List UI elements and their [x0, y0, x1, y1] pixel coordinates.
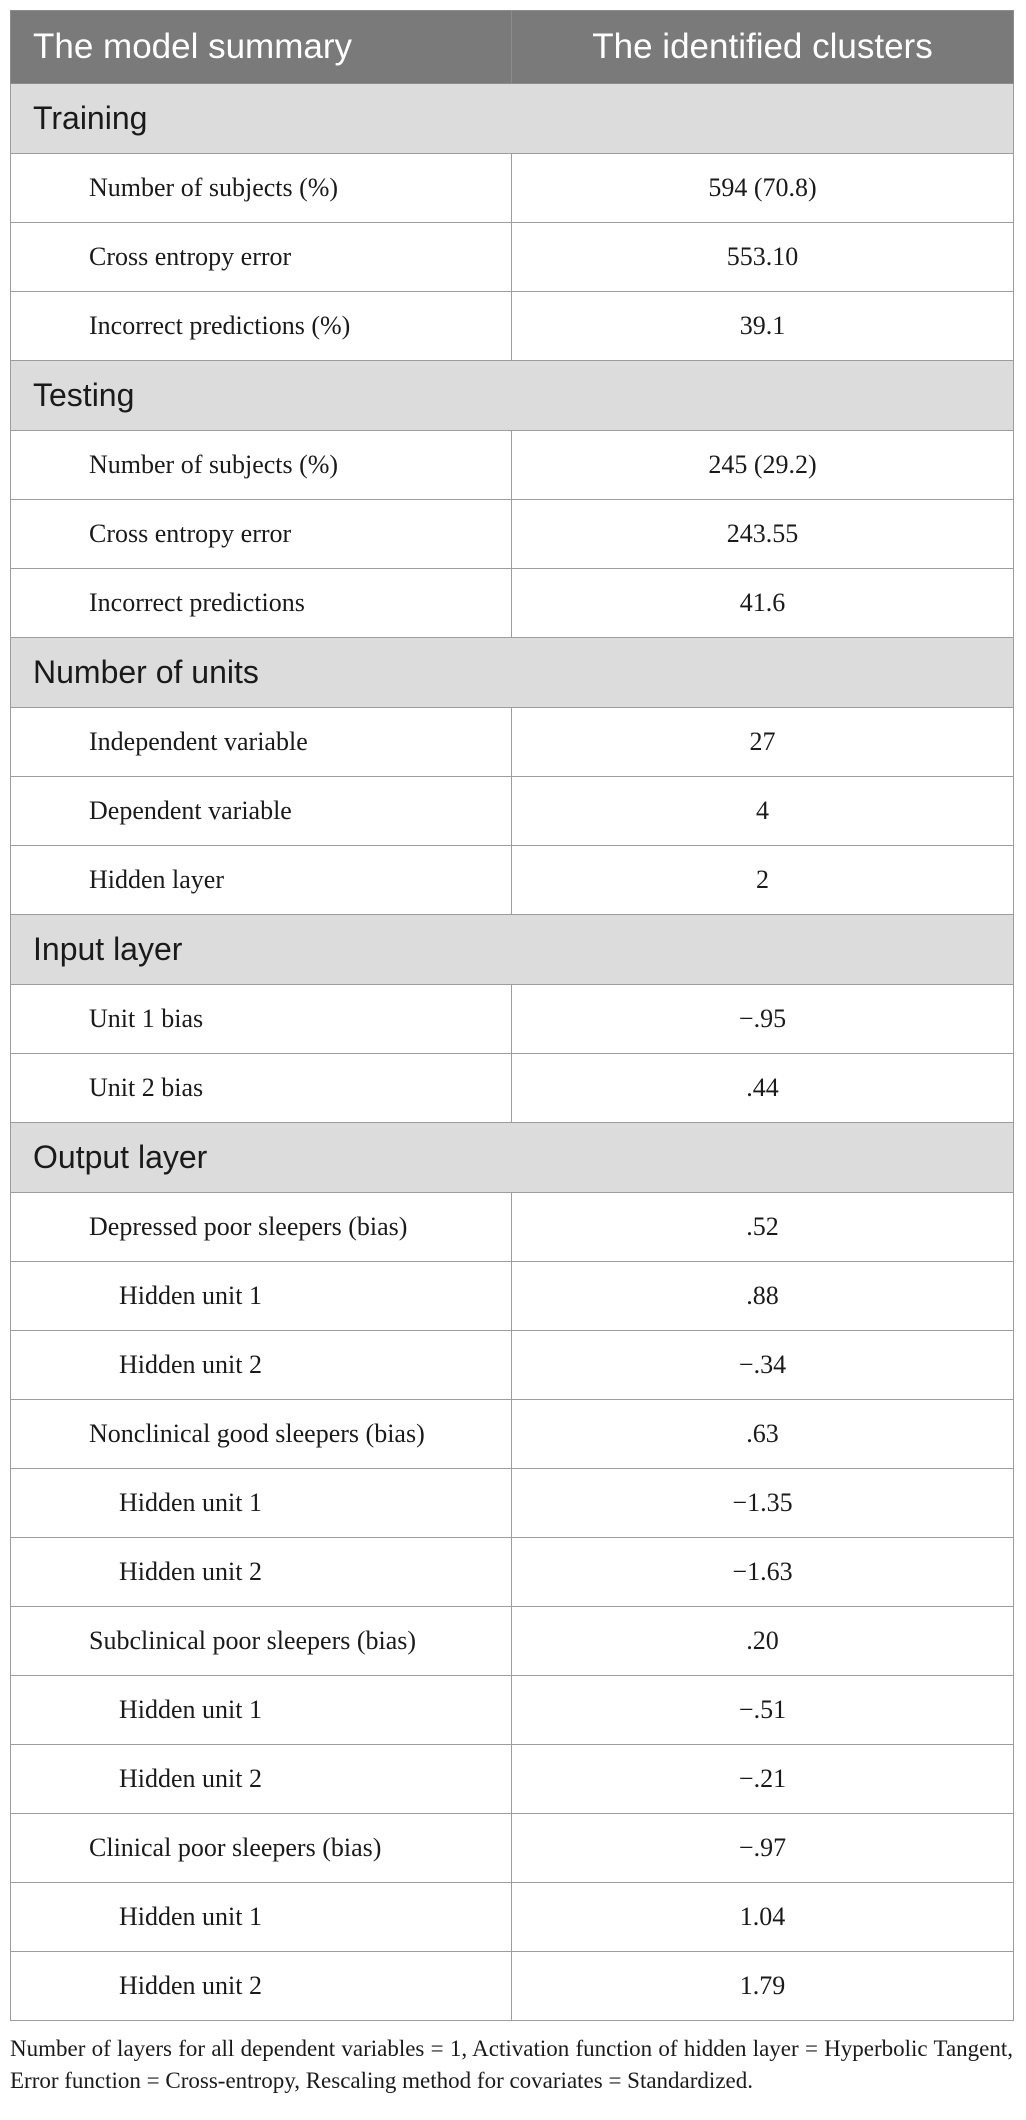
- row-label: Cross entropy error: [11, 500, 512, 569]
- section-row: [11, 638, 1014, 708]
- section-title: Output layer: [11, 1123, 1014, 1193]
- table-row: [11, 777, 1014, 846]
- table-row: [11, 1814, 1014, 1883]
- table-row: [11, 1193, 1014, 1262]
- row-label: Unit 1 bias: [11, 985, 512, 1054]
- table-row: [11, 985, 1014, 1054]
- header-model-summary: The model summary: [11, 11, 512, 84]
- row-label: Number of subjects (%): [11, 431, 512, 500]
- row-value: 1.79: [512, 1952, 1014, 2021]
- table-row: [11, 1400, 1014, 1469]
- section-row: [11, 1123, 1014, 1193]
- row-value: −.95: [512, 985, 1014, 1054]
- row-value: 1.04: [512, 1883, 1014, 1952]
- row-label: Incorrect predictions (%): [11, 292, 512, 361]
- row-label: Depressed poor sleepers (bias): [11, 1193, 512, 1262]
- row-label: Hidden unit 1: [11, 1262, 512, 1331]
- row-label: Number of subjects (%): [11, 154, 512, 223]
- table-row: [11, 1952, 1014, 2021]
- row-value: .63: [512, 1400, 1014, 1469]
- row-label: Hidden unit 1: [11, 1676, 512, 1745]
- row-value: 41.6: [512, 569, 1014, 638]
- row-label: Hidden unit 2: [11, 1331, 512, 1400]
- table-row: [11, 1469, 1014, 1538]
- row-label: Incorrect predictions: [11, 569, 512, 638]
- section-row: [11, 915, 1014, 985]
- table-row: [11, 431, 1014, 500]
- table-footnote: Number of layers for all dependent variables = 1, Activation function of hidden layer = Hyperbolic Tangent, Error function = Cross-entropy, Rescaling method for covariates = Standardized.: [10, 2036, 1013, 2093]
- table-row: [11, 1607, 1014, 1676]
- section-title: Number of units: [11, 638, 1014, 708]
- table-row: [11, 154, 1014, 223]
- section-title: Testing: [11, 361, 1014, 431]
- model-summary-table: [10, 10, 1014, 2021]
- table-row: [11, 1883, 1014, 1952]
- table-row: [11, 1538, 1014, 1607]
- row-value: 2: [512, 846, 1014, 915]
- row-value: −.51: [512, 1676, 1014, 1745]
- row-value: −.34: [512, 1331, 1014, 1400]
- row-label: Independent variable: [11, 708, 512, 777]
- row-label: Subclinical poor sleepers (bias): [11, 1607, 512, 1676]
- table-row: [11, 846, 1014, 915]
- row-label: Hidden unit 2: [11, 1952, 512, 2021]
- row-label: Hidden unit 2: [11, 1538, 512, 1607]
- table-header-row: [11, 11, 1014, 84]
- row-value: 594 (70.8): [512, 154, 1014, 223]
- model-summary-table-container: [10, 10, 1013, 2021]
- row-value: .20: [512, 1607, 1014, 1676]
- row-value: .44: [512, 1054, 1014, 1123]
- row-value: .52: [512, 1193, 1014, 1262]
- row-value: 4: [512, 777, 1014, 846]
- row-value: −.97: [512, 1814, 1014, 1883]
- row-label: Hidden unit 2: [11, 1745, 512, 1814]
- row-label: Cross entropy error: [11, 223, 512, 292]
- row-label: Unit 2 bias: [11, 1054, 512, 1123]
- section-title: Training: [11, 84, 1014, 154]
- table-row: [11, 1676, 1014, 1745]
- row-value: 243.55: [512, 500, 1014, 569]
- row-label: Nonclinical good sleepers (bias): [11, 1400, 512, 1469]
- row-label: Clinical poor sleepers (bias): [11, 1814, 512, 1883]
- row-value: −1.35: [512, 1469, 1014, 1538]
- row-value: 39.1: [512, 292, 1014, 361]
- table-row: [11, 500, 1014, 569]
- table-row: [11, 292, 1014, 361]
- row-value: .88: [512, 1262, 1014, 1331]
- table-row: [11, 708, 1014, 777]
- row-value: 245 (29.2): [512, 431, 1014, 500]
- row-label: Hidden unit 1: [11, 1469, 512, 1538]
- table-row: [11, 1262, 1014, 1331]
- table-row: [11, 569, 1014, 638]
- header-identified-clusters: The identified clusters: [512, 11, 1014, 84]
- row-label: Dependent variable: [11, 777, 512, 846]
- row-label: Hidden unit 1: [11, 1883, 512, 1952]
- row-label: Hidden layer: [11, 846, 512, 915]
- section-title: Input layer: [11, 915, 1014, 985]
- section-row: [11, 84, 1014, 154]
- row-value: −1.63: [512, 1538, 1014, 1607]
- row-value: 27: [512, 708, 1014, 777]
- table-row: [11, 1745, 1014, 1814]
- table-body: [11, 84, 1014, 2021]
- row-value: −.21: [512, 1745, 1014, 1814]
- table-row: [11, 223, 1014, 292]
- row-value: 553.10: [512, 223, 1014, 292]
- table-row: [11, 1331, 1014, 1400]
- table-row: [11, 1054, 1014, 1123]
- section-row: [11, 361, 1014, 431]
